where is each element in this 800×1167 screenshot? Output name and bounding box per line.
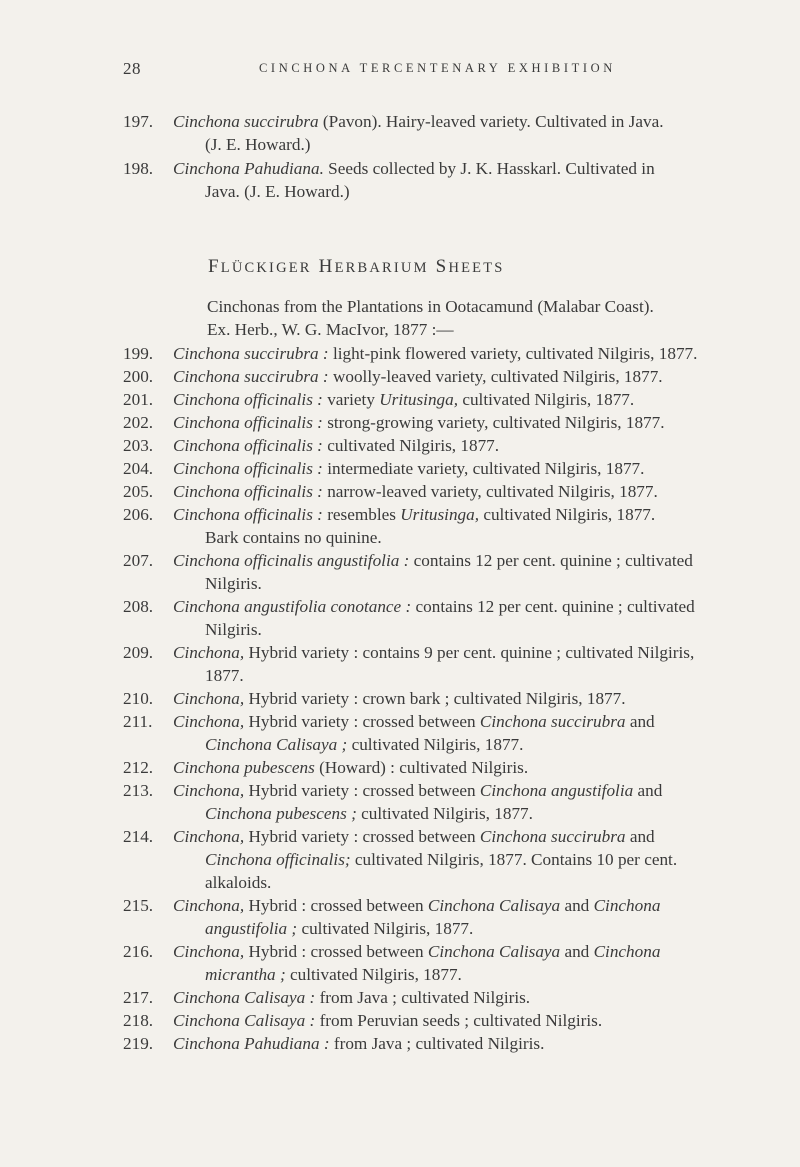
species-name: Cinchona: [593, 896, 661, 915]
species-name: Cinchona succirubra: [479, 827, 626, 846]
catalogue-entry: [0, 894, 800, 940]
catalogue-entry: [0, 503, 800, 549]
species-name: Cinchona angustifolia conotance :: [173, 597, 412, 616]
entry-number: 207.: [123, 551, 154, 570]
species-name: Cinchona Pahudiana :: [173, 1034, 330, 1053]
entry-text: Nilgiris.: [205, 620, 262, 639]
entry-number: 200.: [123, 367, 154, 386]
entry-text: contains 12 per cent. quinine ; cultivated: [411, 597, 695, 616]
entry-number: 218.: [123, 1011, 154, 1030]
entry-text: contains 12 per cent. quinine ; cultivated: [409, 551, 693, 570]
entry-text: and: [625, 712, 655, 731]
species-name: Cinchona officinalis :: [173, 436, 323, 455]
entry-text: strong-growing variety, cultivated Nilgiris, 1877.: [322, 413, 665, 432]
species-name: Cinchona Calisaya ;: [205, 735, 348, 754]
species-name: Cinchona officinalis;: [205, 850, 351, 869]
entry-line: [173, 157, 773, 180]
species-name: angustifolia ;: [205, 919, 298, 938]
catalogue-entry: [0, 549, 800, 595]
catalogue-entry: [0, 756, 800, 779]
running-title: CINCHONA TERCENTENARY EXHIBITION: [259, 61, 616, 75]
catalogue-entry: [0, 457, 800, 480]
species-name: Cinchona pubescens: [173, 758, 315, 777]
species-name: Uritusinga,: [400, 505, 480, 524]
catalogue-entry: [0, 1009, 800, 1032]
entry-line: [173, 180, 800, 203]
species-name: Cinchona Calisaya: [427, 942, 561, 961]
catalogue-entry: [0, 595, 800, 641]
species-name: Cinchona,: [173, 827, 245, 846]
entry-text: from Peruvian seeds ; cultivated Nilgiris.: [315, 1011, 603, 1030]
entry-line: [173, 110, 773, 133]
catalogue-entry: [0, 411, 800, 434]
entry-text: from Java ; cultivated Nilgiris.: [329, 1034, 545, 1053]
entry-line: [173, 342, 773, 365]
entry-line: [173, 871, 800, 894]
entry-text: cultivated Nilgiris, 1877. Contains 10 per cent.: [350, 850, 678, 869]
species-name: Cinchona angustifolia: [479, 781, 634, 800]
entry-text: Hybrid variety : crown bark ; cultivated Nilgiris, 1877.: [244, 689, 626, 708]
catalogue-entry: [0, 825, 800, 894]
entry-text: intermediate variety, cultivated Nilgiris, 1877.: [322, 459, 645, 478]
entry-number: 206.: [123, 505, 154, 524]
species-name: Cinchona Calisaya :: [173, 988, 316, 1007]
species-name: Cinchona pubescens ;: [205, 804, 357, 823]
entry-text: (J. E. Howard.): [205, 135, 311, 154]
entry-text: and: [560, 896, 594, 915]
species-name: micrantha ;: [205, 965, 286, 984]
species-name: Cinchona officinalis :: [173, 390, 323, 409]
entry-number: 198.: [123, 159, 154, 178]
catalogue-entry: [0, 986, 800, 1009]
entry-number: 213.: [123, 781, 154, 800]
species-name: Cinchona officinalis :: [173, 482, 323, 501]
entry-number: 203.: [123, 436, 154, 455]
species-name: Cinchona officinalis :: [173, 459, 323, 478]
entry-text: cultivated Nilgiris, 1877.: [285, 965, 462, 984]
entry-line: [173, 664, 800, 687]
species-name: Cinchona: [593, 942, 661, 961]
entry-line: [173, 434, 773, 457]
catalogue-entry: [0, 641, 800, 687]
entry-line: [173, 894, 773, 917]
entry-line: [173, 963, 800, 986]
catalogue-entry: [0, 157, 800, 203]
running-header: [0, 59, 800, 83]
entry-line: [173, 503, 773, 526]
entry-number: 216.: [123, 942, 154, 961]
entry-number: 204.: [123, 459, 154, 478]
entry-line: [173, 710, 773, 733]
entry-text: Hybrid : crossed between: [244, 896, 428, 915]
entry-line: [173, 848, 800, 871]
species-name: Uritusinga,: [379, 390, 459, 409]
entry-number: 215.: [123, 896, 154, 915]
entry-text: resembles: [322, 505, 401, 524]
species-name: Cinchona,: [173, 896, 245, 915]
entry-number: 202.: [123, 413, 154, 432]
entry-line: [173, 411, 773, 434]
entry-text: (Howard) : cultivated Nilgiris.: [314, 758, 529, 777]
species-name: Cinchona succirubra: [479, 712, 626, 731]
species-name: Cinchona succirubra :: [173, 367, 329, 386]
entry-number: 219.: [123, 1034, 154, 1053]
entry-line: [173, 641, 773, 664]
entry-text: and: [633, 781, 663, 800]
entry-line: [173, 1009, 773, 1032]
entry-line: [173, 595, 773, 618]
species-name: Cinchona Calisaya :: [173, 1011, 316, 1030]
species-name: Cinchona,: [173, 942, 245, 961]
entry-text: cultivated Nilgiris, 1877.: [479, 505, 656, 524]
section-heading: [208, 256, 505, 278]
entry-number: 199.: [123, 344, 154, 363]
entry-text: Seeds collected by J. K. Hasskarl. Cultivated in: [323, 159, 655, 178]
entry-line: [173, 457, 773, 480]
entry-text: Java. (J. E. Howard.): [205, 182, 350, 201]
entry-text: light-pink flowered variety, cultivated Nilgiris, 1877.: [328, 344, 698, 363]
species-name: Cinchona,: [173, 643, 245, 662]
species-name: Cinchona Calisaya: [427, 896, 561, 915]
species-name: Cinchona,: [173, 712, 245, 731]
entry-text: cultivated Nilgiris, 1877.: [458, 390, 635, 409]
catalogue-entry: [0, 710, 800, 756]
entry-line: [173, 917, 800, 940]
catalogue-entry: [0, 1032, 800, 1055]
heading-word: FLÜCKIGER: [208, 256, 312, 277]
entry-number: 209.: [123, 643, 154, 662]
entry-number: 217.: [123, 988, 154, 1007]
entry-text: variety: [322, 390, 380, 409]
entry-line: [173, 549, 773, 572]
catalogue-entry: [0, 434, 800, 457]
entry-line: [173, 756, 773, 779]
species-name: Cinchona,: [173, 781, 245, 800]
entry-text: woolly-leaved variety, cultivated Nilgiris, 1877.: [328, 367, 663, 386]
entry-number: 208.: [123, 597, 154, 616]
entry-text: Hybrid variety : crossed between: [244, 827, 480, 846]
entry-number: 201.: [123, 390, 154, 409]
entry-line: [173, 1032, 773, 1055]
entry-text: narrow-leaved variety, cultivated Nilgiris, 1877.: [322, 482, 658, 501]
catalogue-entry: [0, 388, 800, 411]
entry-number: 212.: [123, 758, 154, 777]
entry-text: Bark contains no quinine.: [205, 528, 382, 547]
heading-word: SHEETS: [435, 256, 505, 277]
entry-number: 205.: [123, 482, 154, 501]
entry-line: [173, 133, 800, 156]
catalogue-entry: [0, 342, 800, 365]
catalogue-entry: [0, 940, 800, 986]
entry-text: Hybrid variety : crossed between: [244, 781, 480, 800]
entry-text: cultivated Nilgiris, 1877.: [322, 436, 500, 455]
entry-text: cultivated Nilgiris, 1877.: [356, 804, 533, 823]
entry-line: [173, 779, 773, 802]
heading-word: HERBARIUM: [318, 256, 429, 277]
entry-line: [173, 388, 773, 411]
entry-line: [173, 802, 800, 825]
entry-text: Hybrid : crossed between: [244, 942, 428, 961]
species-name: Cinchona Pahudiana.: [173, 159, 324, 178]
entry-text: 1877.: [205, 666, 244, 685]
catalogue-entry: [0, 365, 800, 388]
entry-text: (Pavon). Hairy-leaved variety. Cultivated in Java.: [318, 112, 664, 131]
entry-line: [173, 986, 773, 1009]
catalogue-entry: [0, 110, 800, 156]
species-name: Cinchona,: [173, 689, 245, 708]
entry-line: [173, 940, 773, 963]
entry-text: Nilgiris.: [205, 574, 262, 593]
entry-line: [173, 480, 773, 503]
species-name: Cinchona officinalis angustifolia :: [173, 551, 410, 570]
species-name: Cinchona succirubra: [173, 112, 319, 131]
species-name: Cinchona officinalis :: [173, 413, 323, 432]
entry-number: 214.: [123, 827, 154, 846]
entry-line: [173, 825, 773, 848]
catalogue-entry: [0, 480, 800, 503]
page-number: 28: [123, 59, 141, 78]
entry-line: [173, 733, 800, 756]
entry-line: [173, 526, 800, 549]
intro-line: Ex. Herb., W. G. MacIvor, 1877 :—: [207, 320, 454, 339]
entry-text: and: [625, 827, 655, 846]
entry-number: 211.: [123, 712, 153, 731]
entry-text: from Java ; cultivated Nilgiris.: [315, 988, 531, 1007]
entry-line: [173, 618, 800, 641]
catalogue-entry: [0, 687, 800, 710]
entry-text: Hybrid variety : contains 9 per cent. quinine ; cultivated Nilgiris,: [244, 643, 695, 662]
catalogue-entry: [0, 779, 800, 825]
entry-line: [173, 687, 773, 710]
entry-line: [173, 365, 773, 388]
entry-text: cultivated Nilgiris, 1877.: [347, 735, 524, 754]
entry-line: [173, 572, 800, 595]
entry-text: alkaloids.: [205, 873, 272, 892]
species-name: Cinchona succirubra :: [173, 344, 329, 363]
entry-number: 210.: [123, 689, 154, 708]
entry-text: Hybrid variety : crossed between: [244, 712, 480, 731]
entry-number: 197.: [123, 112, 154, 131]
entry-text: cultivated Nilgiris, 1877.: [297, 919, 474, 938]
intro-line: Cinchonas from the Plantations in Ootacamund (Malabar Coast).: [207, 297, 654, 316]
species-name: Cinchona officinalis :: [173, 505, 323, 524]
entry-text: and: [560, 942, 594, 961]
